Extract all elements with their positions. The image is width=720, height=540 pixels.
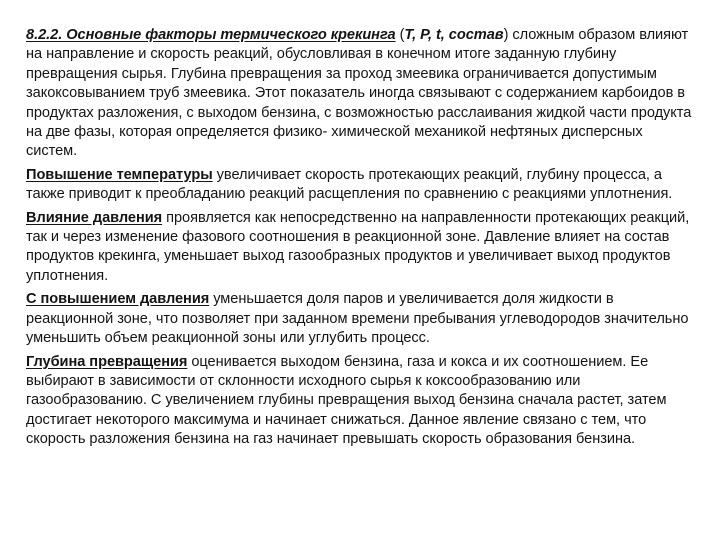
paragraph-text: увеличивает скорость протекающих реакций, глубину процесса, а также приводит к преобладанию реакций расщепления по сравнению с реакциями уплотнения.: [26, 166, 673, 203]
term-pressure-increase: С повышением давления: [26, 291, 210, 308]
paragraph-conversion-depth: [26, 353, 696, 450]
paragraph-text: оценивается выходом бензина, газа и кокса и их соотношением. Ее выбирают в зависимости от склонности исходного сырья к коксообразованию или газообразованию. С увеличением глубины превращения выход бензина сначала растет, затем достигает некоторого максимума и начинает снижаться. Данное явление связано с тем, что скорость разложения бензина на газ начинает превышать скорость образования бензина.: [26, 353, 667, 448]
paragraph-pressure-increase: [26, 290, 696, 348]
section-heading: 8.2.2. Основные факторы термического крекинга: [26, 27, 396, 43]
term-conversion-depth: Глубина превращения: [26, 353, 188, 370]
paragraph-text: уменьшается доля паров и увеличивается доля жидкости в реакционной зоне, что позволяет при заданном времени пребывания углеводородов значительно уменьшить объем реакционной зоны или углубить процесс.: [26, 291, 689, 347]
params-close: ): [503, 27, 509, 43]
params-open: (: [395, 27, 405, 43]
term-temperature: Повышение температуры: [26, 166, 213, 183]
paragraph-text: проявляется как непосредственно на направленности протекающих реакций, так и через изменение фазового соотношения в реакционной зоне. Давление влияет на состав продуктов крекинга, уменьшает выход газообразных продуктов и увеличивает выход продуктов уплотнения.: [26, 209, 690, 284]
params-list: T, P, t, состав: [404, 27, 504, 43]
paragraph-temperature: [26, 166, 696, 205]
document-page: [26, 26, 696, 454]
paragraph-pressure-influence: [26, 209, 696, 287]
section-intro-text: сложным образом влияют на направление и скорость реакций, обусловливая в конечном итоге заданную глубину превращения сырья. Глубина превращения за проход змеевика ограничивается допустимым закоксовыванием труб змеевика. Этот показатель иногда связывают с содержанием карбоидов в продуктах разложения, с выходом бензина, с возможностью расслаивания жидкой части продукта на две фазы, которая определяется физико- химической механикой нефтяных дисперсных систем.: [26, 27, 692, 160]
section-intro-paragraph: [26, 26, 696, 162]
term-pressure-influence: Влияние давления: [26, 209, 163, 226]
